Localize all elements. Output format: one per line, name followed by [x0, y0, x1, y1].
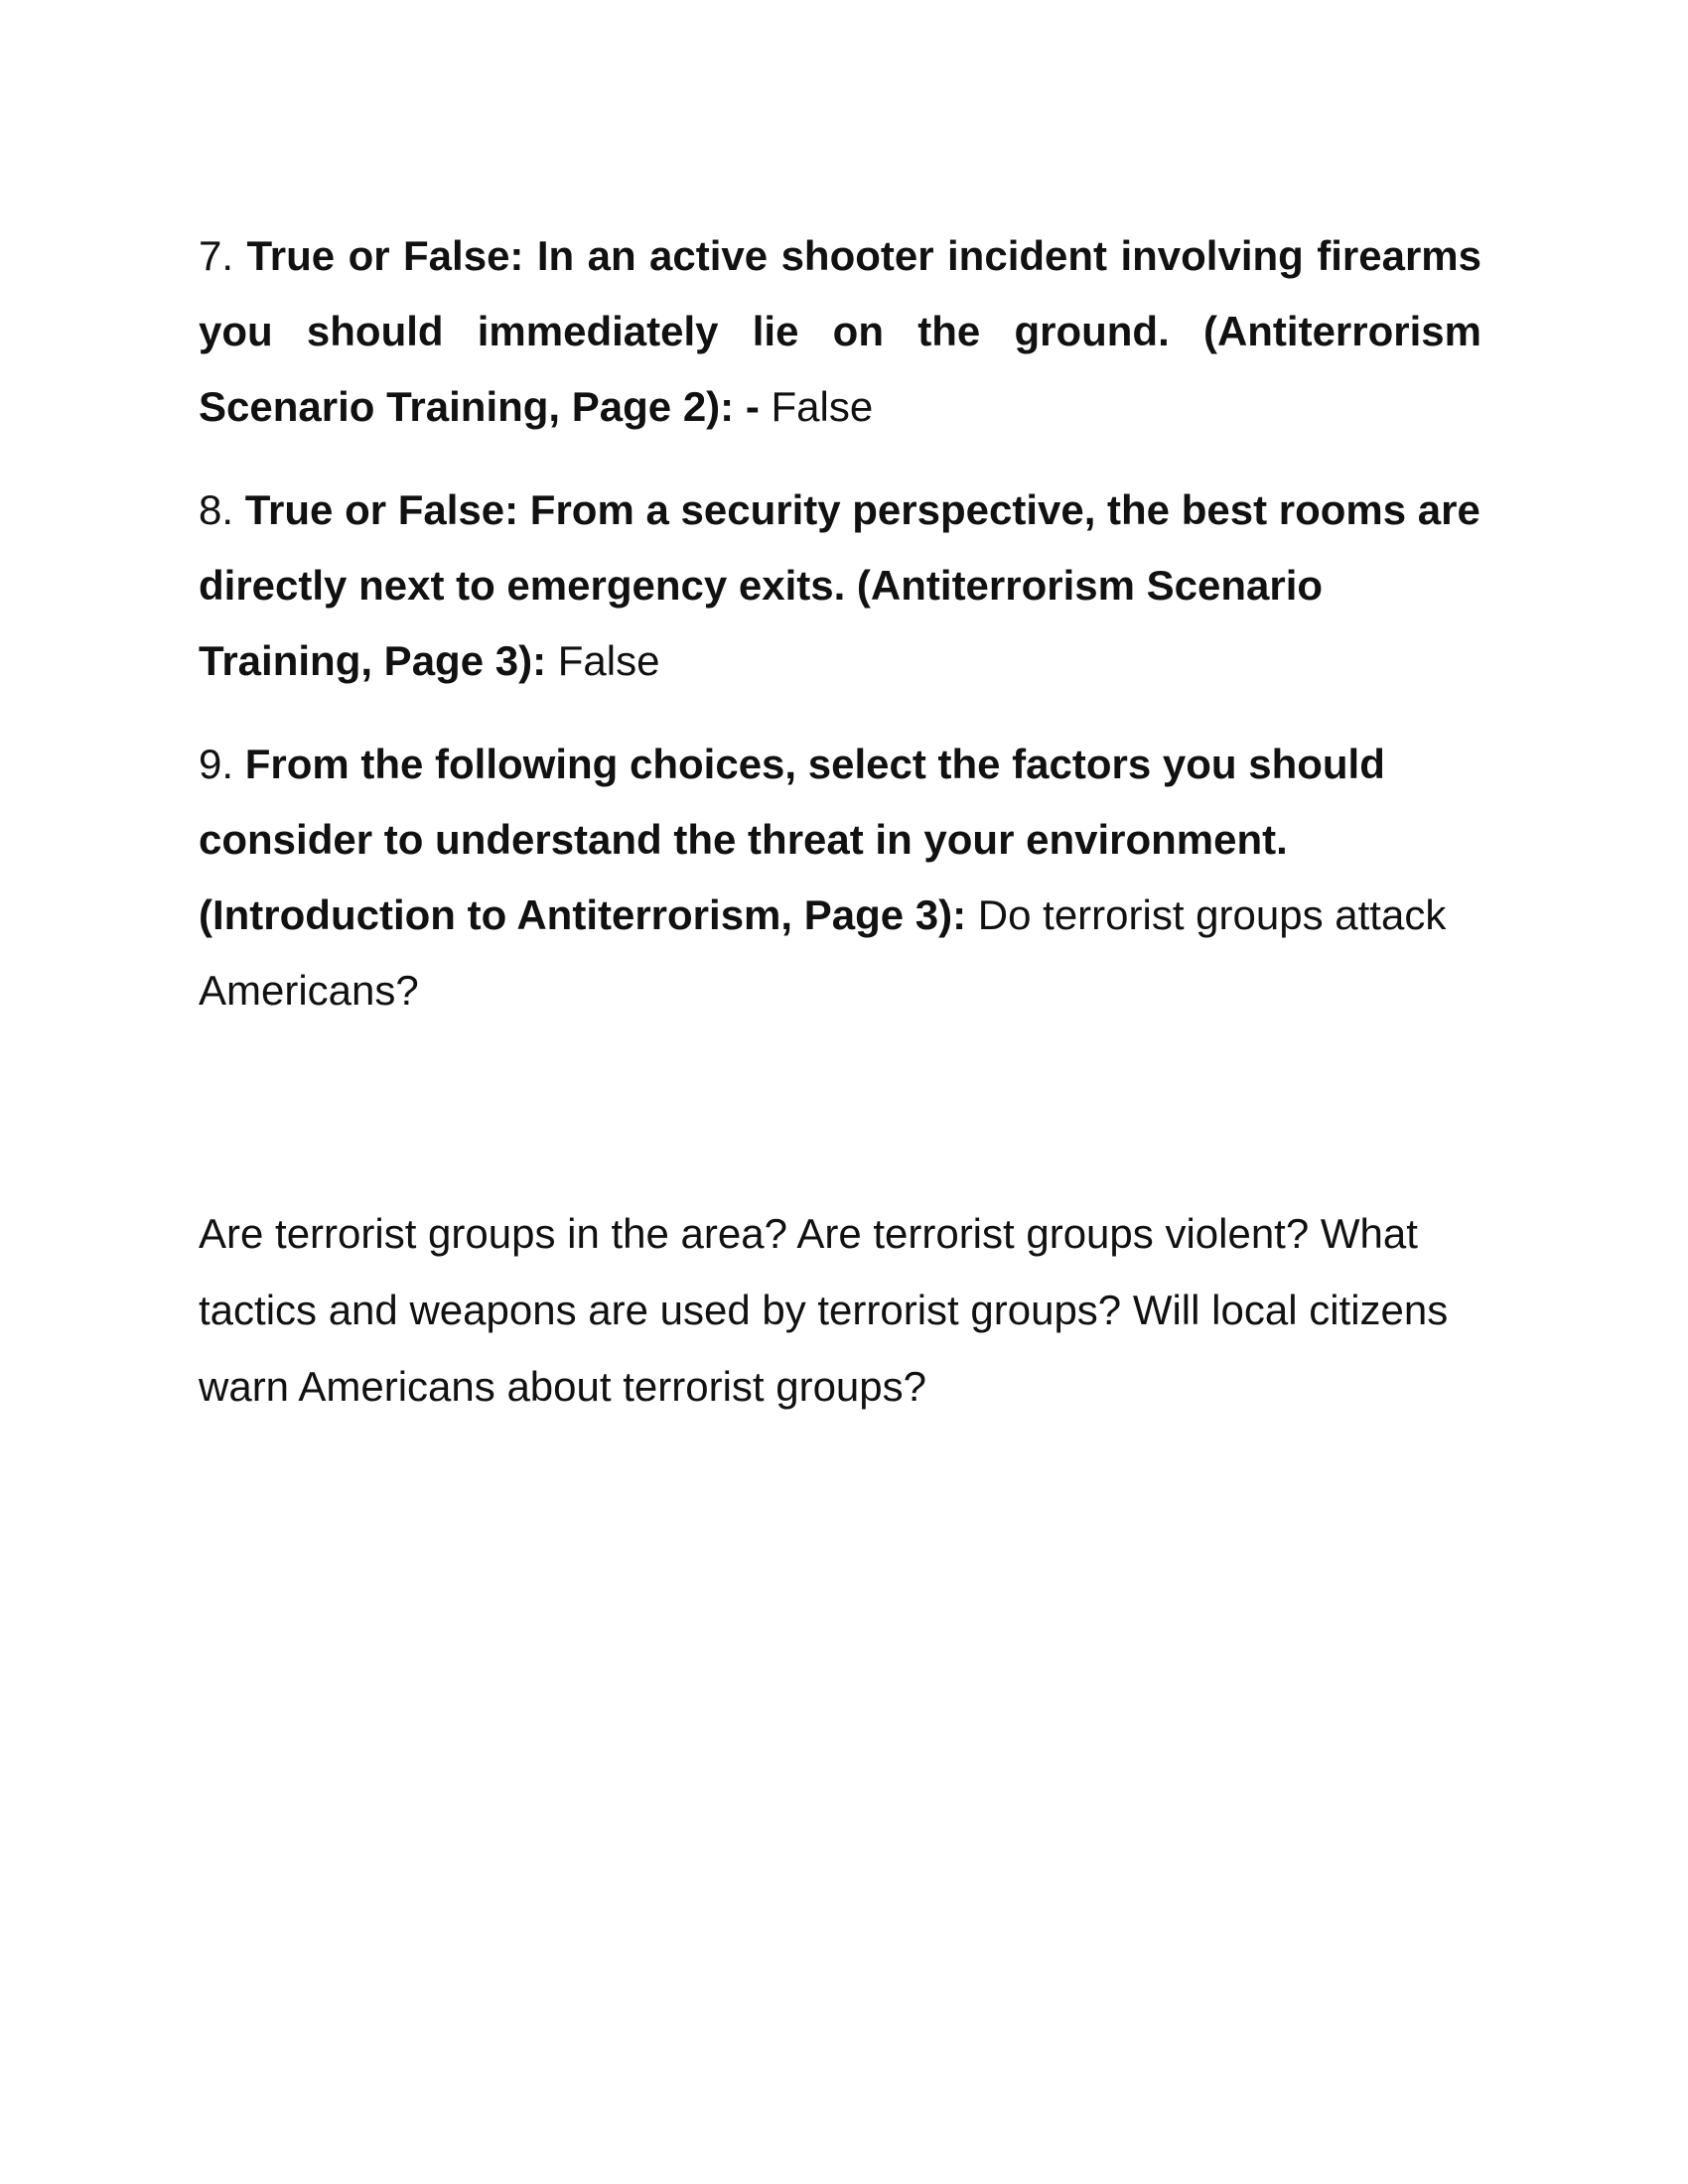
- answer-continuation: Are terrorist groups in the area? Are terrorist groups violent? What tactics and weapons are used by terrorist groups? Will local citizens warn Americans about terrorist groups?: [199, 1210, 1449, 1410]
- question-text: True or False: From a security perspective, the best rooms are directly next to emergency exits. (Antiterrorism Scenario Training, Page 3):: [199, 486, 1480, 684]
- question-answer: False: [771, 383, 874, 430]
- vertical-spacer: [199, 1056, 1481, 1195]
- answer-separator: -: [745, 383, 772, 430]
- question-number: 9.: [199, 741, 234, 787]
- question-text: True or False: In an active shooter incident involving firearms you should immediately lie on the ground. (Antiterrorism Scenario Training, Page 2):: [199, 232, 1481, 430]
- document-page: [199, 218, 1481, 1425]
- question-answer: False: [557, 637, 660, 684]
- question-9: [199, 727, 1481, 1028]
- question-text: From the following choices, select the factors you should consider to understand the threat in your environment. (Introduction to Antiterrorism, Page 3):: [199, 741, 1385, 938]
- question-number: 8.: [199, 486, 234, 533]
- question-answer: Do terrorist groups attack Americans?: [199, 891, 1447, 1014]
- question-7: [199, 218, 1481, 445]
- question-number: 7.: [199, 232, 234, 279]
- question-8: [199, 473, 1481, 699]
